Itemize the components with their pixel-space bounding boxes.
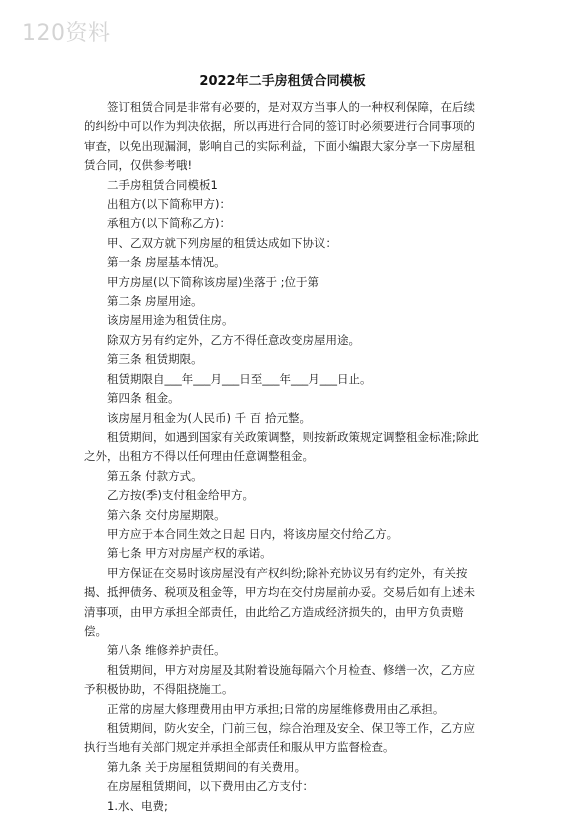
paragraph: 出租方(以下简称甲方)：	[107, 197, 231, 212]
paragraph: 第四条 租金。	[107, 391, 180, 406]
paragraph: 签订租赁合同是非常有必要的，是对双方当事人的一种权利保障，在后续的纠纷中可以作为判决依据，所以再进行合同的签订时必须要进行合同事项的审查，以免出现漏洞，影响自己的实际利益，下面小编跟大家分享一下房屋租赁合同，仅供参考哦!	[84, 100, 475, 173]
paragraph: 租赁期间，如遇到国家有关政策调整，则按新政策规定调整租金标准;除此之外，出租方不得以任何理由任意调整租金。	[84, 429, 479, 464]
paragraph: 第六条 交付房屋期限。	[107, 507, 226, 522]
paragraph: 除双方另有约定外，乙方不得任意改变房屋用途。	[107, 332, 360, 347]
paragraph: 第七条 甲方对房屋产权的承诺。	[107, 546, 272, 561]
paragraph: 甲、乙双方就下列房屋的租赁达成如下协议：	[107, 235, 337, 250]
paragraph: 甲方保证在交易时该房屋没有产权纠纷;除补充协议另有约定外，有关按揭、抵押债务、税项及租金等，甲方均在交付房屋前办妥。交易后如有上述未清事项，由甲方承担全部责任，由此给乙方造成经济损失的，由甲方负责赔偿。	[84, 565, 475, 638]
document-body	[84, 98, 484, 816]
paragraph: 甲方房屋(以下简称该房屋)坐落于 ;位于第	[107, 274, 320, 289]
paragraph: 该房屋用途为租赁住房。	[107, 313, 234, 328]
paragraph: 二手房租赁合同模板1	[107, 177, 218, 192]
paragraph: 第五条 付款方式。	[107, 468, 203, 483]
paragraph: 第三条 租赁期限。	[107, 352, 203, 367]
paragraph: 租赁期间，防火安全，门前三包，综合治理及安全、保卫等工作，乙方应执行当地有关部门规定并承担全部责任和服从甲方监督检查。	[84, 721, 475, 755]
paragraph: 第二条 房屋用途。	[107, 294, 203, 309]
paragraph: 1.水、电费;	[107, 798, 168, 813]
paragraph: 甲方应于本合同生效之日起 日内，将该房屋交付给乙方。	[107, 526, 399, 541]
paragraph: 该房屋月租金为(人民币) 千 百 拾元整。	[107, 410, 311, 425]
paragraph: 第一条 房屋基本情况。	[107, 255, 226, 270]
paragraph: 租赁期间，甲方对房屋及其附着设施每隔六个月检查、修缮一次，乙方应予积极协助，不得阻挠施工。	[84, 662, 475, 697]
paragraph: 第八条 维修养护责任。	[107, 643, 226, 658]
paragraph: 第九条 关于房屋租赁期间的有关费用。	[107, 759, 307, 774]
paragraph: 乙方按(季)支付租金给甲方。	[107, 488, 254, 503]
paragraph: 承租方(以下简称乙方)：	[107, 216, 231, 231]
paragraph: 在房屋租赁期间，以下费用由乙方支付：	[107, 779, 314, 794]
paragraph: 正常的房屋大修理费用由甲方承担;日常的房屋维修费用由乙承担。	[107, 701, 445, 716]
watermark-logo: 120资料	[22, 21, 111, 46]
document-title: 2022年二手房租赁合同模板	[199, 74, 366, 89]
paragraph: 租赁期限自___年___月___日至___年___月___日止。	[107, 371, 372, 386]
